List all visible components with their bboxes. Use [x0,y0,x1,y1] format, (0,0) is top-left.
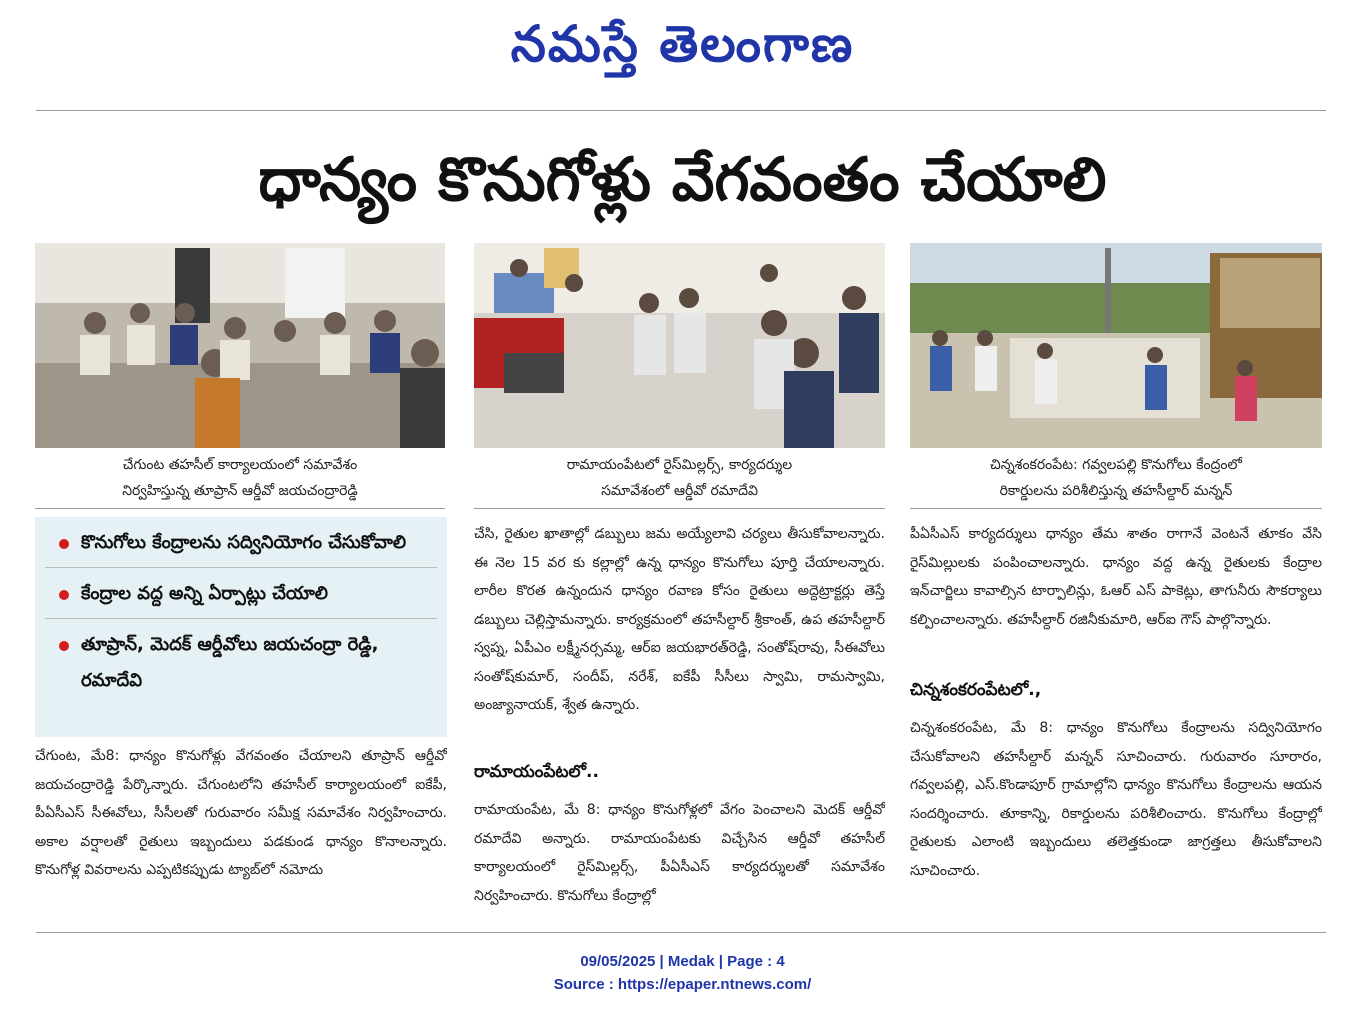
meeting-photo [35,243,445,448]
column-3 [910,243,1322,509]
inspection-photo [910,243,1322,448]
caption-line: సమావేశంలో ఆర్డీవో రమాదేవి [601,483,758,499]
prev-article-cutoff [36,93,1136,105]
article-body-col3-part1: పీఏసీఎస్ కార్యదర్శులు ధాన్యం తేమ శాతం రాగానే వెంటనే తూకం వేసి రైస్‌మిల్లులకు పంపించాలన్నారు. ధాన్యం వద్ద ఉన్న రైతులకు కేంద్రాల ఇన్‌చార్జిలు కావాల్సిన టార్పాలిన్లు, ఓఆర్ ఎస్ పాకెట్లు, తాగునీరు సౌకర్యాలు కల్పించాలన్నారు. తహసీల్దార్ రజినీకుమారి, ఆర్ఐ గౌస్ పాల్గొన్నారు. [910,526,1322,628]
caption-line: చిన్నశంకరంపేట: గవ్వలపల్లి కొనుగోలు కేంద్రంలో [990,457,1242,473]
bullet-icon [59,539,69,549]
divider [36,110,1326,111]
caption-line: రికార్డులను పరిశీలిస్తున్న తహసీల్దార్ మన్నన్ [999,483,1233,499]
newspaper-logo: నమస్తే తెలంగాణ [510,15,855,73]
highlight-item [45,568,437,619]
caption-line: చేగుంట తహసీల్ కార్యాలయంలో సమావేశం [122,457,358,473]
highlight-text: కొనుగోలు కేంద్రాలను సద్వినియోగం చేసుకోవాలి [81,532,407,553]
article-body-col3-part2: చిన్నశంకరంపేట, మే 8: ధాన్యం కొనుగోలు కేంద్రాలను సద్వినియోగం చేసుకోవాలని తహసీల్దార్ మన్నన్ సూచించారు. గురువారం సూరారం, గవ్వలపల్లి, ఎస్.కొండాపూర్ గ్రామాల్లోని ధాన్యం కొనుగోలు కేంద్రాలను ఆయన సందర్శించారు. తూకాన్ని, రికార్డులను పరిశీలించారు. కొనుగోలు కేంద్రాల్లో రైతులకు ఎలాంటి ఇబ్బందులు తలెత్తకుండా జాగ్రత్తలు తీసుకోవాలని సూచించారు. [910,720,1322,879]
page-footer [0,950,1365,996]
article-body-col1: చేగుంట, మే8: ధాన్యం కొనుగోళ్లు వేగవంతం చేయాలని తూప్రాన్ ఆర్డీవో జయచంద్రారెడ్డి పేర్కొన్నారు. చేగుంటలోని తహసీల్ కార్యాలయంలో ఐకేపీ, పీఏసీఎస్ సీఈవోలు, సీసీలతో గురువారం సమీక్ష సమావేశం నిర్వహించారు. అకాల వర్షాలతో రైతులు ఇబ్బందులు పడకుండ ధాన్యం కొనాలన్నారు. కొనుగోళ్ల వివరాలను ఎప్పటికప్పుడు ట్యాబ్‌లో నమోదు [35,748,447,878]
photo-caption [474,448,885,509]
highlight-item [45,517,437,568]
column-2 [474,243,885,509]
highlight-item [45,619,437,705]
highlights-box [35,517,447,737]
photo-caption [35,448,445,509]
meeting-photo [474,243,885,448]
headline: ధాన్యం కొనుగోళ్లు వేగవంతం చేయాలి [258,145,1107,215]
highlight-text: కేంద్రాల వద్ద అన్ని ఏర్పాట్లు చేయాలి [81,583,329,604]
divider [36,932,1326,933]
masthead [0,0,1365,92]
subheading-ramayampet: రామాయంపేటలో.. [474,762,599,782]
highlight-text: తూప్రాన్, మెదక్ ఆర్డీవోలు జయచంద్రా రెడ్డి, రమాదేవి [81,634,379,691]
photo-caption [910,448,1322,509]
caption-line: రామాయంపేటలో రైస్‌మిల్లర్స్, కార్యదర్శుల [566,457,793,473]
article-body-col2-part2: రామాయంపేట, మే 8: ధాన్యం కొనుగోళ్లలో వేగం పెంచాలని మెదక్ ఆర్డీవో రమాదేవి అన్నారు. రామాయంపేటకు విచ్చేసిన ఆర్డీవో తహసీల్ కార్యాలయంలో రైస్‌మిల్లర్స్, పీఏసీఎస్ కార్యదర్శులతో సమావేశం నిర్వహించారు. కొనుగోలు కేంద్రాల్లో [474,802,885,904]
footer-source-link[interactable]: Source : https://epaper.ntnews.com/ [553,976,812,993]
bullet-icon [59,641,69,651]
bullet-icon [59,590,69,600]
subheading-chinnashankarampet: చిన్నశంకరంపేటలో., [910,680,1042,700]
footer-date-edition: 09/05/2025 | Medak | Page : 4 [580,953,785,970]
column-1 [35,243,445,509]
article-body-col2-part1: చేసి, రైతుల ఖాతాల్లో డబ్బులు జమ అయ్యేలావి చర్యలు తీసుకోవాలన్నారు. ఈ నెల 15 వర కు కల్లాల్లో ఉన్న ధాన్యం కొనుగోలు పూర్తి చేయాలన్నారు. లారీల కొరత ఉన్నందున ధాన్యం రవాణ కోసం రైతులు అద్దెట్రాక్టర్లు తెస్తే డబ్బులు చెల్లిస్తామన్నారు. కార్యక్రమంలో తహసీల్దార్ శ్రీకాంత్, ఉప తహసీల్దార్ స్వప్న, ఏపీఎం లక్ష్మీనర్సమ్మ, ఆర్ఐ జయభారత్‌రెడ్డి, సంతోష్‌రావు, సీఈవోలు సంతోష్‌కుమార్, సందీప్, నరేశ్, ఐకేపీ సీసీలు స్వామి, రామస్వామి, అంజ్యానాయక్, శ్వేత ఉన్నారు. [474,526,885,713]
caption-line: నిర్వహిస్తున్న తూప్రాన్ ఆర్డీవో జయచంద్రారెడ్డి [122,483,358,499]
